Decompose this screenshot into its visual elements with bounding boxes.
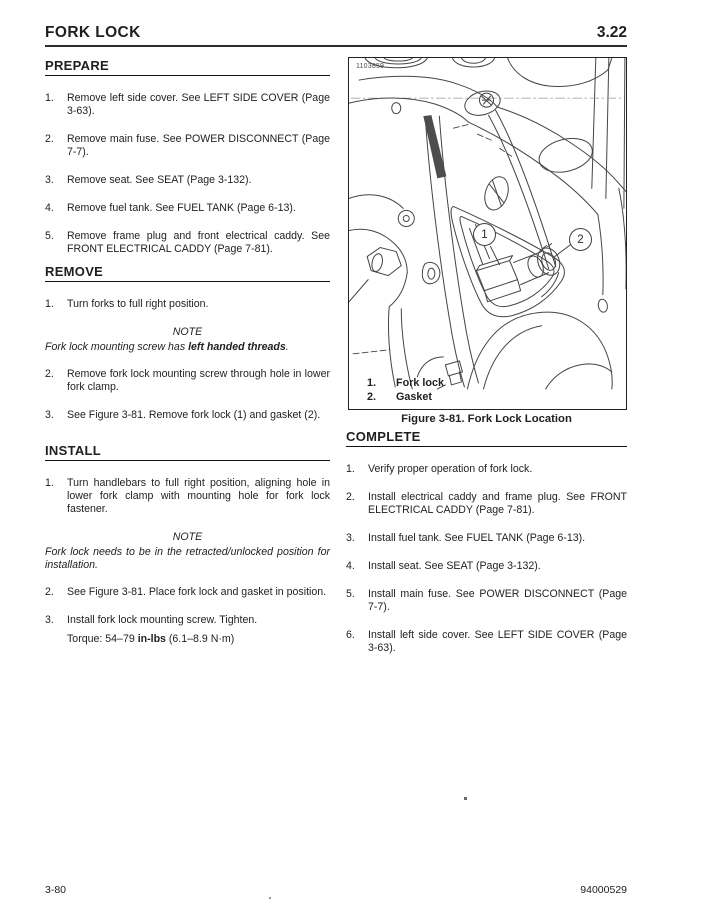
item-number: 5. xyxy=(45,230,54,242)
list-item xyxy=(346,491,627,517)
note-label: NOTE xyxy=(172,531,203,543)
item-text: Remove main fuse. See POWER DISCONNECT (Page 7-7). xyxy=(67,133,330,158)
note-text-prefix: Fork lock mounting screw has xyxy=(45,341,189,353)
callout-2 xyxy=(569,228,592,251)
figure-caption: Figure 3-81. Fork Lock Location xyxy=(401,413,572,425)
callout-1-number: 1 xyxy=(481,228,488,241)
list-item xyxy=(45,92,330,118)
note-text-suffix: . xyxy=(285,341,289,353)
torque-prefix: Torque: 54–79 xyxy=(67,633,138,645)
complete-heading: COMPLETE xyxy=(346,429,627,447)
item-text: See Figure 3-81. Place fork lock and gasket in position. xyxy=(67,586,327,598)
section-remove xyxy=(45,264,330,437)
install-heading: INSTALL xyxy=(45,443,330,461)
item-text: See Figure 3-81. Remove fork lock (1) and gasket (2). xyxy=(67,409,321,421)
list-item xyxy=(45,298,330,311)
section-complete xyxy=(346,429,627,670)
page-title: FORK LOCK xyxy=(45,24,141,41)
item-number: 1. xyxy=(45,92,54,104)
item-number: 2. xyxy=(45,368,54,380)
item-number: 2. xyxy=(45,133,54,145)
item-text: Install fuel tank. See FUEL TANK (Page 6-13). xyxy=(368,532,586,544)
item-text: Remove fork lock mounting screw through hole in lower fork clamp. xyxy=(67,368,330,393)
item-text: Install left side cover. See LEFT SIDE COVER (Page 3-63). xyxy=(368,629,627,654)
item-number: 3. xyxy=(45,174,54,186)
item-number: 1. xyxy=(45,298,54,310)
header-rule xyxy=(45,45,627,47)
item-text: Remove fuel tank. See FUEL TANK (Page 6-13). xyxy=(67,202,296,214)
callout-2-number: 2 xyxy=(577,233,584,246)
figure-image-id: 1103859 xyxy=(356,63,385,70)
legend-label: Gasket xyxy=(396,390,433,403)
item-text: Turn handlebars to full right position, aligning hole in lower fork clamp with mounting hole for fork lock fastener. xyxy=(67,477,330,515)
list-item xyxy=(346,463,627,476)
item-number: 2. xyxy=(346,491,355,503)
list-item xyxy=(346,560,627,573)
note-text: Fork lock needs to be in the retracted/unlocked position for installation. xyxy=(45,546,330,571)
legend-row xyxy=(367,391,444,405)
callout-1 xyxy=(473,223,496,246)
section-number: 3.22 xyxy=(596,24,627,41)
item-text: Install electrical caddy and frame plug. See FRONT ELECTRICAL CADDY (Page 7-81). xyxy=(368,491,627,516)
item-text: Turn forks to full right position. xyxy=(67,298,209,310)
legend-row xyxy=(367,377,444,391)
legend-label: Fork lock xyxy=(396,377,445,389)
page-header xyxy=(45,24,627,42)
figure-legend xyxy=(367,377,444,404)
item-text: Install main fuse. See POWER DISCONNECT (Page 7-7). xyxy=(368,588,627,613)
item-text: Remove left side cover. See LEFT SIDE COVER (Page 3-63). xyxy=(67,92,330,117)
list-item xyxy=(45,614,330,627)
list-item xyxy=(45,409,330,422)
list-item xyxy=(45,230,330,256)
list-item xyxy=(346,532,627,545)
scan-artifact-dot xyxy=(269,897,271,899)
item-number: 3. xyxy=(45,614,54,626)
item-number: 6. xyxy=(346,629,355,641)
footer-page-number: 3-80 xyxy=(45,884,67,896)
legend-number: 2. xyxy=(367,390,377,403)
footer-doc-number: 94000529 xyxy=(580,884,627,896)
item-number: 4. xyxy=(346,560,355,572)
section-install xyxy=(45,443,330,646)
item-number: 3. xyxy=(45,409,54,421)
prepare-heading: PREPARE xyxy=(45,58,330,76)
list-item xyxy=(45,202,330,215)
item-text: Remove seat. See SEAT (Page 3-132). xyxy=(67,174,252,186)
list-item xyxy=(45,368,330,394)
item-number: 4. xyxy=(45,202,54,214)
note-text xyxy=(45,341,330,354)
note-label: NOTE xyxy=(172,326,203,338)
note-text-bold: left handed threads xyxy=(188,341,286,353)
item-text: Install fork lock mounting screw. Tighten. xyxy=(67,614,258,626)
torque-bold: in-lbs xyxy=(137,633,166,645)
item-number: 1. xyxy=(45,477,54,489)
list-item xyxy=(346,629,627,655)
item-number: 1. xyxy=(346,463,355,475)
scan-artifact-dot xyxy=(464,797,467,800)
legend-number: 1. xyxy=(367,377,377,389)
page-footer xyxy=(45,884,627,896)
item-text: Install seat. See SEAT (Page 3-132). xyxy=(368,560,541,572)
item-number: 5. xyxy=(346,588,355,600)
list-item xyxy=(45,174,330,187)
list-item xyxy=(45,477,330,516)
item-number: 2. xyxy=(45,586,54,598)
item-text: Verify proper operation of fork lock. xyxy=(368,463,533,475)
list-item xyxy=(45,586,330,599)
list-item xyxy=(45,133,330,159)
section-prepare xyxy=(45,58,330,271)
figure-box xyxy=(348,57,627,410)
list-item xyxy=(346,588,627,614)
torque-suffix: (6.1–8.9 N·m) xyxy=(165,633,235,645)
item-text: Remove frame plug and front electrical caddy. See FRONT ELECTRICAL CADDY (Page 7-81). xyxy=(67,230,330,255)
item-number: 3. xyxy=(346,532,355,544)
torque-spec xyxy=(67,633,330,646)
remove-heading: REMOVE xyxy=(45,264,330,282)
